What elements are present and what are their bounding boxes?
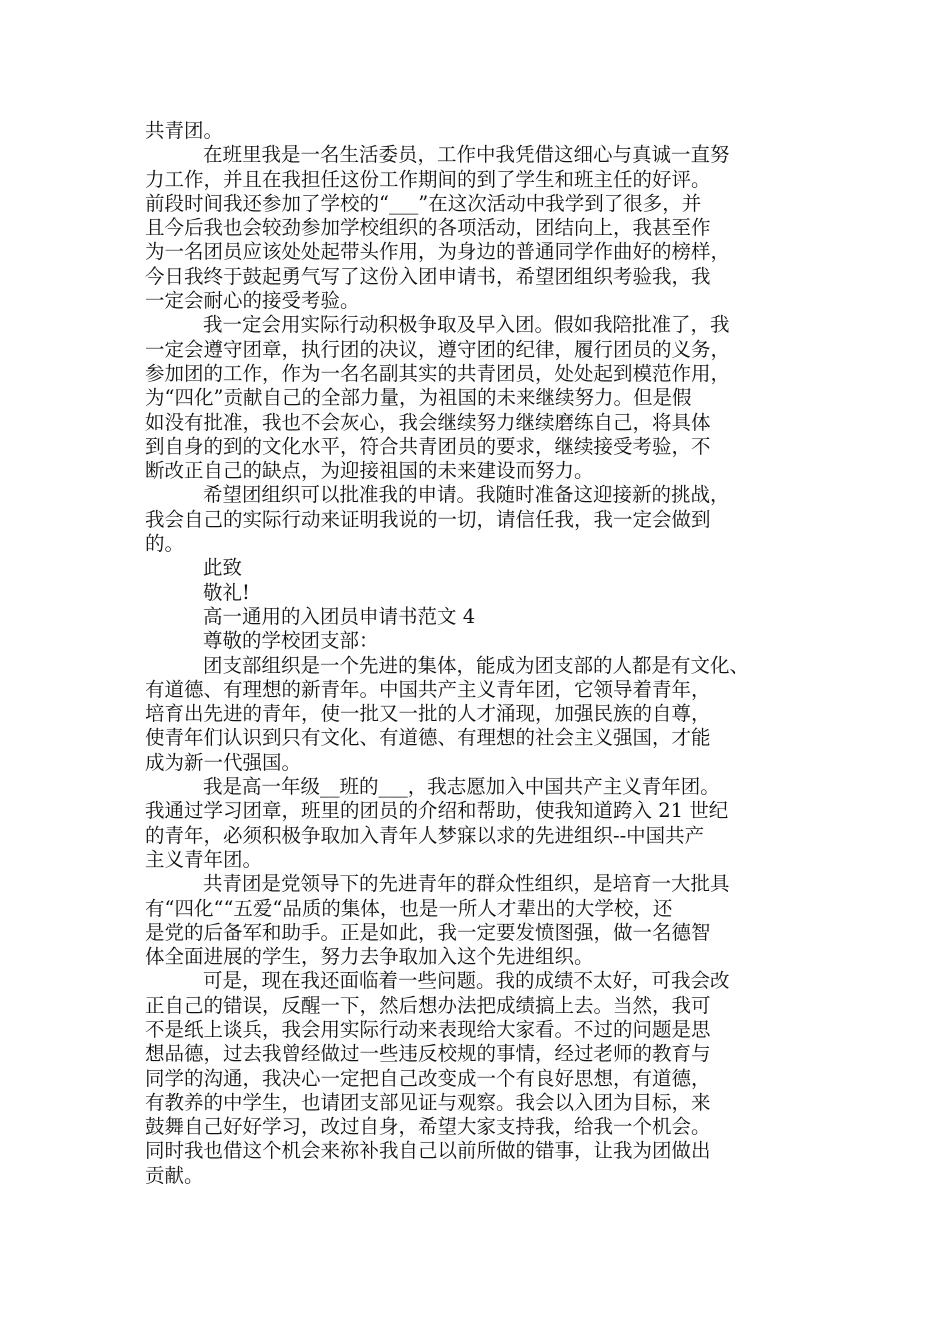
text-line: 鼓舞自己好好学习，改过自身，希望大家支持我，给我一个机会。 [145,1115,711,1139]
text-line: 不是纸上谈兵，我会用实际行动来表现给大家看。不过的问题是思 [145,1017,711,1041]
text-line: 我通过学习团章，班里的团员的介绍和帮助，使我知道跨入 21 世纪 [145,799,729,823]
text-line: 参加团的工作，作为一名名副其实的共青团员，处处起到模范作用， [145,361,731,385]
text-line: 是党的后备军和助手。正是如此，我一定要发愤图强，做一名德智 [145,920,711,944]
text-line: 想品德，过去我曾经做过一些违反校规的事情，经过老师的教育与 [145,1042,711,1066]
text-line: 有“四化““五爱“品质的集体，也是一所人才辈出的大学校，还 [145,896,673,920]
text-line: 共青团。 [145,119,224,142]
text-line: 敬礼! [203,580,250,604]
text-line: 一定会遵守团章，执行团的决议，遵守团的纪律，履行团员的义务， [145,337,731,361]
text-line: 且今后我也会较劲参加学校组织的各项活动，团结向上，我甚至作 [145,216,711,240]
text-line: 培育出先进的青年，使一批又一批的人才涌现，加强民族的自尊， [145,702,711,726]
text-line: 力工作，并且在我担任这份工作期间的到了学生和班主任的好评。 [145,167,711,191]
text-line: 的青年，必须积极争取加入青年人梦寐以求的先进组织--中国共产 [145,823,705,847]
text-line: 使青年们认识到只有文化、有道德、有理想的社会主义强国，才能 [145,726,711,750]
text-line: 尊敬的学校团支部： [203,629,379,653]
text-line: 可是，现在我还面临着一些问题。我的成绩不太好，可我会改 [203,969,730,993]
text-line: 的。 [145,532,185,556]
text-line: 为“四化”贡献自己的全部力量，为祖国的未来继续努力。但是假 [145,386,692,410]
text-line: 我会自己的实际行动来证明我说的一切，请信任我，我一定会做到 [145,507,711,531]
text-line: 到自身的到的文化水平，符合共青团员的要求，继续接受考验，不 [145,434,711,458]
text-line: 此致 [203,556,243,580]
text-line: 共青团是党领导下的先进青年的群众性组织，是培育一大批具 [203,872,730,896]
text-line: 希望团组织可以批准我的申请。我随时准备这迎接新的挑战， [203,483,730,507]
text-line: 体全面进展的学生，努力去争取加入这个先进组织。 [145,945,594,969]
text-line: 我是高一年级__班的___，我志愿加入中国共产主义青年团。 [203,775,720,799]
text-line: 贡献。 [145,1163,204,1187]
text-line: 主义青年团。 [145,847,263,871]
text-line: 正自己的错误，反醒一下，然后想办法把成绩搞上去。当然，我可 [145,993,711,1017]
text-line: 我一定会用实际行动积极争取及早入团。假如我陪批准了，我 [203,313,730,337]
text-line: 断改正自己的缺点，为迎接祖国的未来建设而努力。 [145,459,594,483]
text-line: 如没有批准，我也不会灰心，我会继续努力继续磨练自己，将具体 [145,410,711,434]
text-line: 在班里我是一名生活委员，工作中我凭借这细心与真诚一直努 [203,143,730,167]
text-line: 有道德、有理想的新青年。中国共产主义青年团，它领导着青年， [145,677,711,701]
text-line: 成为新一代强国。 [145,750,302,774]
document-page [145,119,825,1188]
text-line: 同学的沟通，我决心一定把自己改变成一个有良好思想，有道德， [145,1066,711,1090]
text-line: 团支部组织是一个先进的集体，能成为团支部的人都是有文化、 [203,653,750,677]
text-line: 一定会耐心的接受考验。 [145,289,360,313]
text-line: 今日我终于鼓起勇气写了这份入团申请书，希望团组织考验我，我 [145,264,711,288]
text-line: 前段时间我还参加了学校的“___”在这次活动中我学到了很多，并 [145,191,702,215]
text-line: 高一通用的入团员申请书范文 4 [203,604,476,628]
text-line: 为一名团员应该处处起带头作用，为身边的普通同学作曲好的榜样， [145,240,731,264]
text-line: 有教养的中学生，也请团支部见证与观察。我会以入团为目标，来 [145,1090,711,1114]
text-line: 同时我也借这个机会来祢补我自己以前所做的错事，让我为团做出 [145,1139,711,1163]
